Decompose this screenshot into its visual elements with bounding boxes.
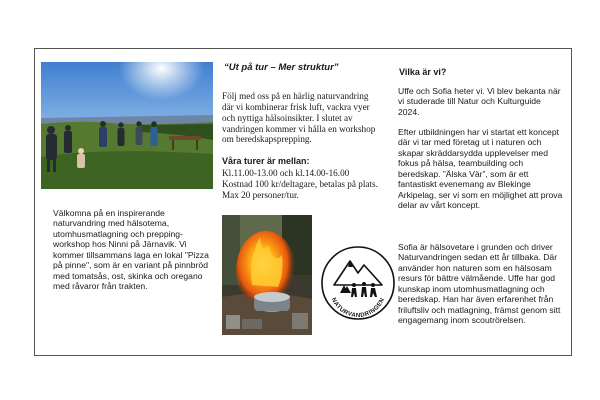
tours-heading: Våra turer är mellan:: [222, 156, 310, 166]
event-intro: Följ med oss på en härlig naturvandring där vi kombinerar frisk luft, vackra vyer och nyttiga hälsoinsikter. I slutet av vandringen kommer vi hålla en workshop om beredskapsprepping.: [222, 91, 376, 145]
about-paragraph-2: Efter utbildningen har vi startat ett koncept där vi tar med företag ut i naturen och skapar skräddarsydda upplevelser med fokus på hälsa, teambuilding och beredskap. ”Älska Vär”, som är ett fantastiskt evenemang av Blekinge Arkipelag, ser vi som en möjlighet att prova delar av vårt koncept.: [398, 127, 563, 211]
naturvandringen-logo: [320, 245, 396, 321]
campfire-photo: [222, 215, 312, 335]
about-paragraph-1: Uffe och Sofia heter vi. Vi blev bekanta när vi studerade till Natur och Kulturguide 2024.: [398, 86, 561, 117]
tours-cost: Kostnad 100 kr/deltagare, betalas på plats.: [222, 179, 378, 189]
tours-max: Max 20 personer/tur.: [222, 190, 299, 200]
tours-times: Kl.11.00-13.00 och kl.14.00-16.00: [222, 168, 350, 178]
logo-text: NATURVANDRINGEN: [329, 297, 387, 320]
event-title: “Ut på tur – Mer struktur”: [224, 62, 339, 73]
about-heading: Vilka är vi?: [399, 67, 447, 77]
hiking-group-photo: [41, 62, 213, 189]
welcome-text: Välkomna på en inspirerande naturvandring med hälsotema, utomhusmatlagning och prepping-workshop hos Ninni på Järnavik. Vi kommer tillsammans laga en lokal "Pizza på pinne", som är en variant på pinnbröd med tomatsås, ost, skinka och oregano med råvaror från trakten.: [53, 208, 209, 292]
about-paragraph-3: Sofia är hälsovetare i grunden och driver Naturvandringen sedan ett år tillbaka. Där använder hon naturen som en hälsosam resurs för bättre välmående. Uffe har god kunskap inom utomhusmatlagning och beredskap. Han har även erfarenhet från friluftsliv och matlagning, främst genom sitt engagemang inom scoutrörelsen.: [398, 242, 561, 326]
